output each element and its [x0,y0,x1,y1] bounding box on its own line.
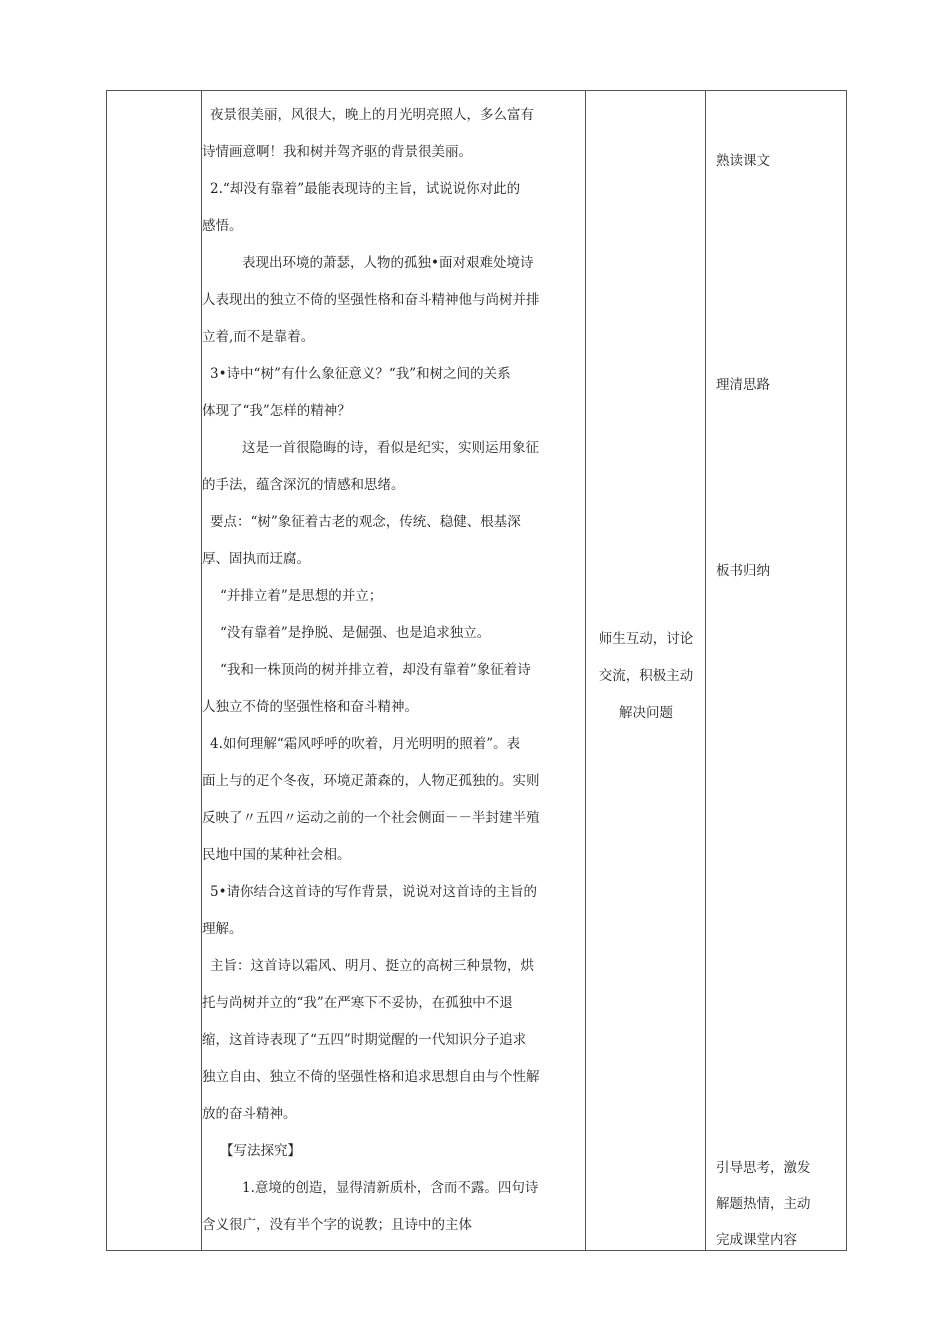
column-divider-2 [585,91,586,1250]
purpose-guide-line-2: 解题热情，主动 [716,1196,811,1212]
content-line: 4.如何理解“霜风呼呼的吹着，月光明明的照着”。表 [210,736,521,752]
content-line: 人独立不倚的坚强性格和奋斗精神。 [202,699,418,715]
content-line: 1.意境的创造，显得清新质朴，含而不露。四句诗 [242,1180,539,1196]
content-line: 厚、固执而迂腐。 [202,551,310,567]
content-line: 表现出环境的萧瑟，人物的孤独•面对艰难处境诗 [242,255,534,271]
content-line: 放的奋斗精神。 [202,1106,297,1122]
activity-column [587,621,705,732]
content-line: 这是一首很隐晦的诗，看似是纪实，实则运用象征 [242,440,539,456]
content-line: 夜景很美丽，风很大，晚上的月光明亮照人，多么富有 [210,107,534,123]
content-line: 民地中国的某种社会相。 [202,847,351,863]
lesson-table [106,90,847,1251]
content-line: 立着,而不是靠着。 [202,329,315,345]
content-line: “并排立着”是思想的并立； [220,588,383,604]
purpose-guide [716,1150,841,1258]
purpose-read-text: 熟读课文 [716,153,770,169]
content-line: 感悟。 [202,218,243,234]
purpose-clarify: 理清思路 [716,377,770,393]
content-line: 含义很广，没有半个字的说教；且诗中的主体 [202,1217,472,1233]
content-line: 3•诗中“树”有什么象征意义？“我”和树之间的关系 [210,366,511,382]
content-column [202,97,582,1244]
purpose-guide-line-3: 完成课堂内容 [716,1232,797,1248]
content-line: 人表现出的独立不倚的坚强性格和奋斗精神他与尚树并排 [202,292,540,308]
content-line: 【写法探究】 [220,1143,301,1159]
content-line: 主旨：这首诗以霜风、明月、挺立的高树三种景物，烘 [210,958,534,974]
content-line: “我和一株顶尚的树并排立着，却没有靠着”象征着诗 [220,662,531,678]
content-line: 理解。 [202,921,243,937]
activity-line-2: 交流，积极主动 [598,668,694,684]
content-line: 2.“却没有靠着”最能表现诗的主旨，试说说你对此的 [210,181,521,197]
content-line: 缩，这首诗表现了“五四”时期觉醒的一代知识分子追求 [202,1032,527,1048]
activity-line-3: 解决问题 [619,705,673,721]
content-line: 反映了〃五四〃运动之前的一个社会侧面－－半封建半殖 [202,810,540,826]
content-line: 的手法，蕴含深沉的情感和思绪。 [202,477,405,493]
purpose-guide-line-1: 引导思考，激发 [716,1160,811,1176]
column-divider-3 [705,91,706,1250]
content-line: 面上与的疋个冬夜，环境疋萧森的，人物疋孤独的。实则 [202,773,540,789]
content-line: 要点：“树”象征着古老的观念，传统、稳健、根基深 [210,514,521,530]
content-line: 托与尚树并立的“我”在严寒下不妥协，在孤独中不退 [202,995,513,1011]
activity-line-1: 师生互动，讨论 [598,631,694,647]
content-line: “没有靠着”是挣脱、是倔强、也是追求独立。 [220,625,491,641]
content-line: 体现了“我”怎样的精神？ [202,403,351,419]
content-line: 诗情画意啊！我和树并驾齐驱的背景很美丽。 [202,144,472,160]
purpose-board: 板书归纳 [716,563,770,579]
content-line: 5•请你结合这首诗的写作背景，说说对这首诗的主旨的 [210,884,538,900]
content-line: 独立自由、独立不倚的坚强性格和追求思想自由与个性解 [202,1069,540,1085]
